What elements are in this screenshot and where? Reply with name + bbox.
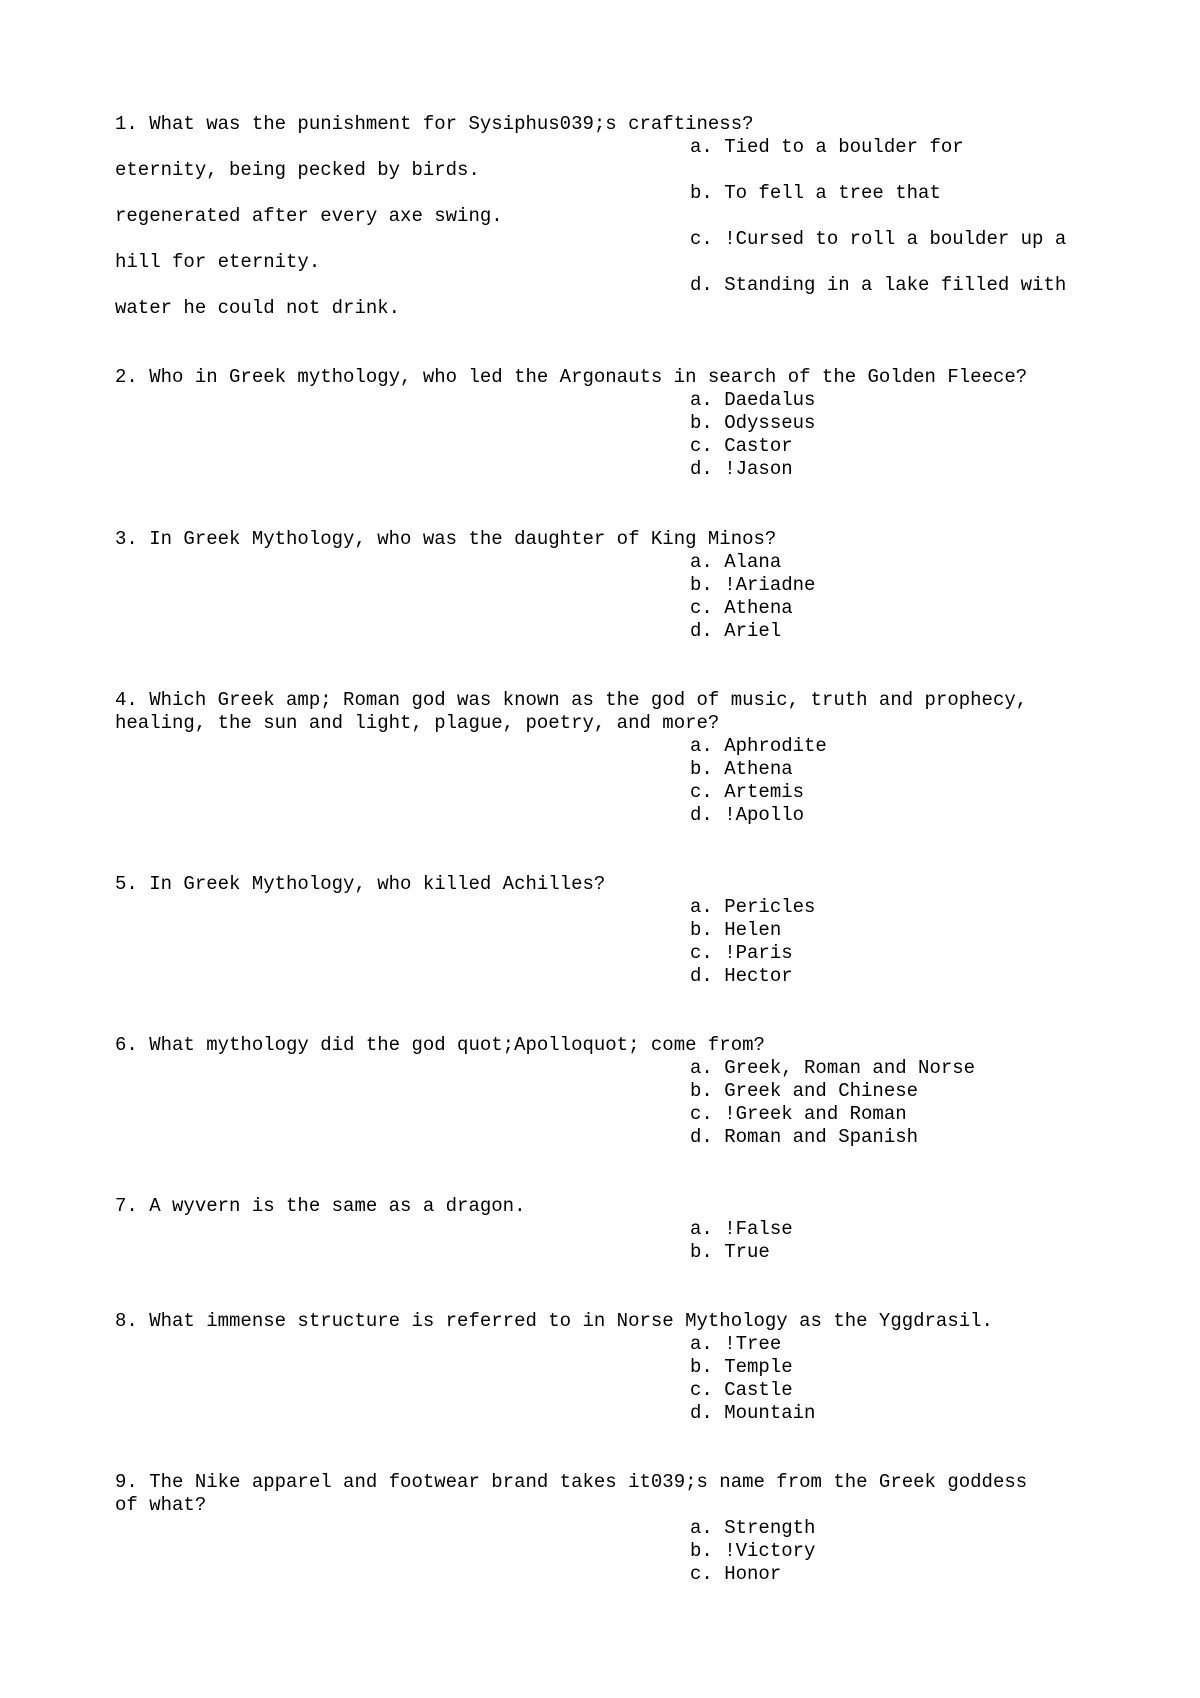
answer-option: c. !Cursed to roll a boulder up a [690, 228, 1067, 250]
answer-option: b. !Victory [690, 1540, 816, 1562]
answer-option: d. !Apollo [690, 804, 805, 826]
answer-option: b. To fell a tree that [690, 182, 941, 204]
answer-option: a. Alana [690, 551, 782, 573]
answer-option: b. Helen [690, 919, 782, 941]
answer-option: a. Strength [690, 1517, 816, 1539]
question-text: 6. What mythology did the god quot;Apolloquot; come from? [115, 1034, 765, 1056]
answer-option: b. !Ariadne [690, 574, 816, 596]
answer-option: a. !False [690, 1218, 793, 1240]
answer-option: b. Odysseus [690, 412, 816, 434]
answer-option: c. Castle [690, 1379, 793, 1401]
answer-option: a. !Tree [690, 1333, 782, 1355]
answer-option: a. Aphrodite [690, 735, 827, 757]
answer-option: a. Daedalus [690, 389, 816, 411]
answer-option: c. Artemis [690, 781, 805, 803]
question-text: 7. A wyvern is the same as a dragon. [115, 1195, 526, 1217]
question-text: 3. In Greek Mythology, who was the daughter of King Minos? [115, 528, 777, 550]
question-text: 4. Which Greek amp; Roman god was known as the god of music, truth and prophecy, [115, 689, 1028, 711]
question-text: 1. What was the punishment for Sysiphus039;s craftiness? [115, 113, 754, 135]
answer-option: b. True [690, 1241, 770, 1263]
answer-option: c. Honor [690, 1563, 782, 1585]
question-text: 5. In Greek Mythology, who killed Achilles? [115, 873, 606, 895]
question-text: 2. Who in Greek mythology, who led the Argonauts in search of the Golden Fleece? [115, 366, 1028, 388]
answer-option: d. Standing in a lake filled with [690, 274, 1067, 296]
answer-option: a. Pericles [690, 896, 816, 918]
question-text: regenerated after every axe swing. [115, 205, 503, 227]
question-text: 8. What immense structure is referred to in Norse Mythology as the Yggdrasil. [115, 1310, 993, 1332]
question-text: healing, the sun and light, plague, poetry, and more? [115, 712, 720, 734]
question-text: hill for eternity. [115, 251, 321, 273]
answer-option: d. Ariel [690, 620, 782, 642]
answer-option: c. Castor [690, 435, 793, 457]
answer-option: b. Greek and Chinese [690, 1080, 919, 1102]
answer-option: a. Greek, Roman and Norse [690, 1057, 976, 1079]
answer-option: a. Tied to a boulder for [690, 136, 964, 158]
answer-option: d. !Jason [690, 458, 793, 480]
answer-option: c. !Paris [690, 942, 793, 964]
answer-option: d. Hector [690, 965, 793, 987]
answer-option: c. !Greek and Roman [690, 1103, 907, 1125]
answer-option: b. Temple [690, 1356, 793, 1378]
question-text: 9. The Nike apparel and footwear brand takes it039;s name from the Greek goddess [115, 1471, 1028, 1493]
answer-option: d. Mountain [690, 1402, 816, 1424]
question-text: eternity, being pecked by birds. [115, 159, 480, 181]
answer-option: d. Roman and Spanish [690, 1126, 919, 1148]
question-text: water he could not drink. [115, 297, 401, 319]
question-text: of what? [115, 1494, 207, 1516]
answer-option: c. Athena [690, 597, 793, 619]
answer-option: b. Athena [690, 758, 793, 780]
